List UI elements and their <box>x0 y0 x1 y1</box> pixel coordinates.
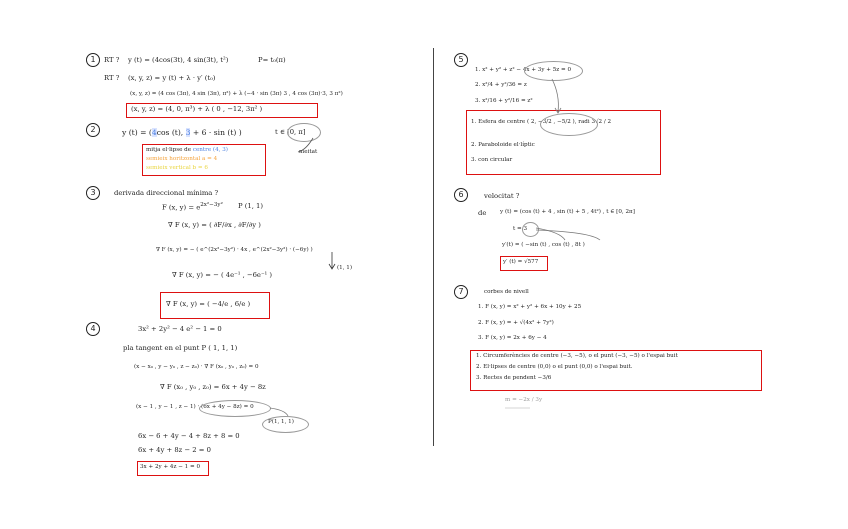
problem-1-number: 1 <box>86 53 100 67</box>
p4-line3: (x − 1 , y − 1 , z − 1) · (6x + 4y − 8z) = 0 <box>136 404 254 410</box>
p2-domain-circle <box>287 123 321 142</box>
p4-factor-circle <box>199 400 271 417</box>
p2-ans2: semieix horitzontal a = 4 <box>146 156 218 162</box>
p6-answer: y′ (t) = √577 <box>503 259 539 265</box>
p7-line1: 1. F (x, y) = x² + y² + 6x + 10y + 25 <box>478 304 582 310</box>
p6-derivative: y′(t) = ( −sin (t) , cos (t) , 8t ) <box>502 242 585 248</box>
p2-ans1: mitja el·lipse de centre (4, 3) <box>146 147 228 153</box>
p1-line1: y (t) = (4cos(3t), 4 sin(3t), t²) <box>128 56 229 64</box>
p7-title: corbes de nivell <box>484 289 529 295</box>
p4-line4: 6x − 6 + 4y − 4 + 8z + 8 = 0 <box>138 432 240 440</box>
p4-title: pla tangent en el punt P ( 1, 1, 1) <box>123 344 238 352</box>
problem-2-number: 2 <box>86 123 100 137</box>
p7-line3: 3. F (x, y) = 2x + 6y − 4 <box>478 335 547 341</box>
p4-line1: (x − x₀ , y − y₀ , z − z₀) · ∇ F (x₀ , y₀ , z₀) = 0 <box>134 364 259 370</box>
p4-line5: 6x + 4y + 8z − 2 = 0 <box>138 446 211 454</box>
p7-line2: 2. F (x, y) = + √(4x² + 7y²) <box>478 320 554 326</box>
p3-point: P (1, 1) <box>238 202 264 210</box>
p6-title: velocitat ? <box>484 192 520 200</box>
p2-highlight-4: 4 <box>151 128 157 137</box>
p1-point: P= t₀(π) <box>258 56 286 64</box>
p1-rt2-label: RT ? <box>104 74 120 82</box>
p4-point-label: P(1, 1, 1) <box>268 419 294 425</box>
problem-7-number: 7 <box>454 285 468 299</box>
p7-ans2: 2. El·lipses de centre (0,0) o el punt (0,0) o l'espai buit. <box>476 364 633 370</box>
p6-de: de <box>478 209 487 217</box>
p1-line2: (x, y, z) = y (t) + λ · y′ (t₀) <box>128 74 216 82</box>
column-divider <box>433 48 434 446</box>
p5-line3: 3. x²/16 + y²/16 = z² <box>475 98 533 104</box>
p2-equation: y (t) = (4cos (t), 3 + 6 · sin (t) ) <box>122 128 242 137</box>
p1-answer: (x, y, z) = (4, 0, π³) + λ ( 0 , −12, 3π² ) <box>131 105 263 113</box>
p5-ans3: 3. con circular <box>471 157 513 163</box>
p7-gray-note: m = −2x / 3y <box>505 397 543 403</box>
p3-answer: ∇ F (x, y) = ( −4/e , 6/e ) <box>166 300 251 308</box>
p3-title: derivada direccional mínima ? <box>114 189 219 197</box>
p3-function: F (x, $y) = e^{2x^2-3y^2}$ <box>162 202 223 212</box>
p2-meitat-note: meitat <box>299 149 318 155</box>
problem-6-number: 6 <box>454 188 468 202</box>
p5-ans1: 1. Esfera de centre ( 2, −3/2 , −5/2 ), radi 3√2 / 2 <box>471 119 612 125</box>
p3-gradient-def: ∇ F (x, y) = ( ∂F/∂x , ∂F/∂y ) <box>168 221 261 229</box>
p1-rt-label: RT ? <box>104 56 120 64</box>
p2-highlight-3: 3 <box>185 128 191 137</box>
p2-ans3: semieix vertical b = 6 <box>146 165 208 171</box>
p3-gradient-calc: ∇ F (x, y) = − ( e^(2x²−3y²) · 4x , e^(2x²−3y²) · (−6y) ) <box>156 247 313 253</box>
p1-line3: (x, y, z) = (4 cos (3π), 4 sin (3π), π²) + λ (−4 · sin (3π) 3 , 4 cos (3π)·3, 3 π²) <box>130 91 343 97</box>
problem-5-number: 5 <box>454 53 468 67</box>
p5-ans2: 2. Paraboloide el·líptic <box>471 142 535 148</box>
p4-equation: 3x² + 2y² − 4 e² − 1 = 0 <box>138 325 222 333</box>
p3-gradient-eval: ∇ F (x, y) = − ( 4e⁻¹ , −6e⁻¹ ) <box>172 271 273 279</box>
p5-centre-circle <box>540 113 598 136</box>
p4-answer: 3x + 2y + 4z − 1 = 0 <box>140 464 201 470</box>
p6-t-circle <box>522 222 539 237</box>
p3-eval-label: (1, 1) <box>337 265 353 271</box>
problem-3-number: 3 <box>86 186 100 200</box>
p6-t3: t = 3 <box>513 226 528 232</box>
p6-equation: y (t) = (cos (t) + 4 , sin (t) + 5 , 4t²) , t ∈ [0, 2π] <box>500 209 635 215</box>
problem-4-number: 4 <box>86 322 100 336</box>
p7-ans3: 3. Rectes de pendent −3/6 <box>476 375 552 381</box>
p4-line2: ∇ F (x₀ , y₀ , z₀) = 6x + 4y − 8z <box>160 383 266 391</box>
p7-ans1: 1. Circumferències de centre (−3, −5), o el punt (−3, −5) o l'espai buit <box>476 353 678 359</box>
p2-domain: t ∈ [0, π] <box>275 128 306 136</box>
p5-line2: 2. x²/4 + y²/36 = z <box>475 82 527 88</box>
p5-circle <box>524 61 583 81</box>
p5-line1: 1. x² + y² + z² − 4x + 3y + 5z = 0 <box>475 67 572 73</box>
